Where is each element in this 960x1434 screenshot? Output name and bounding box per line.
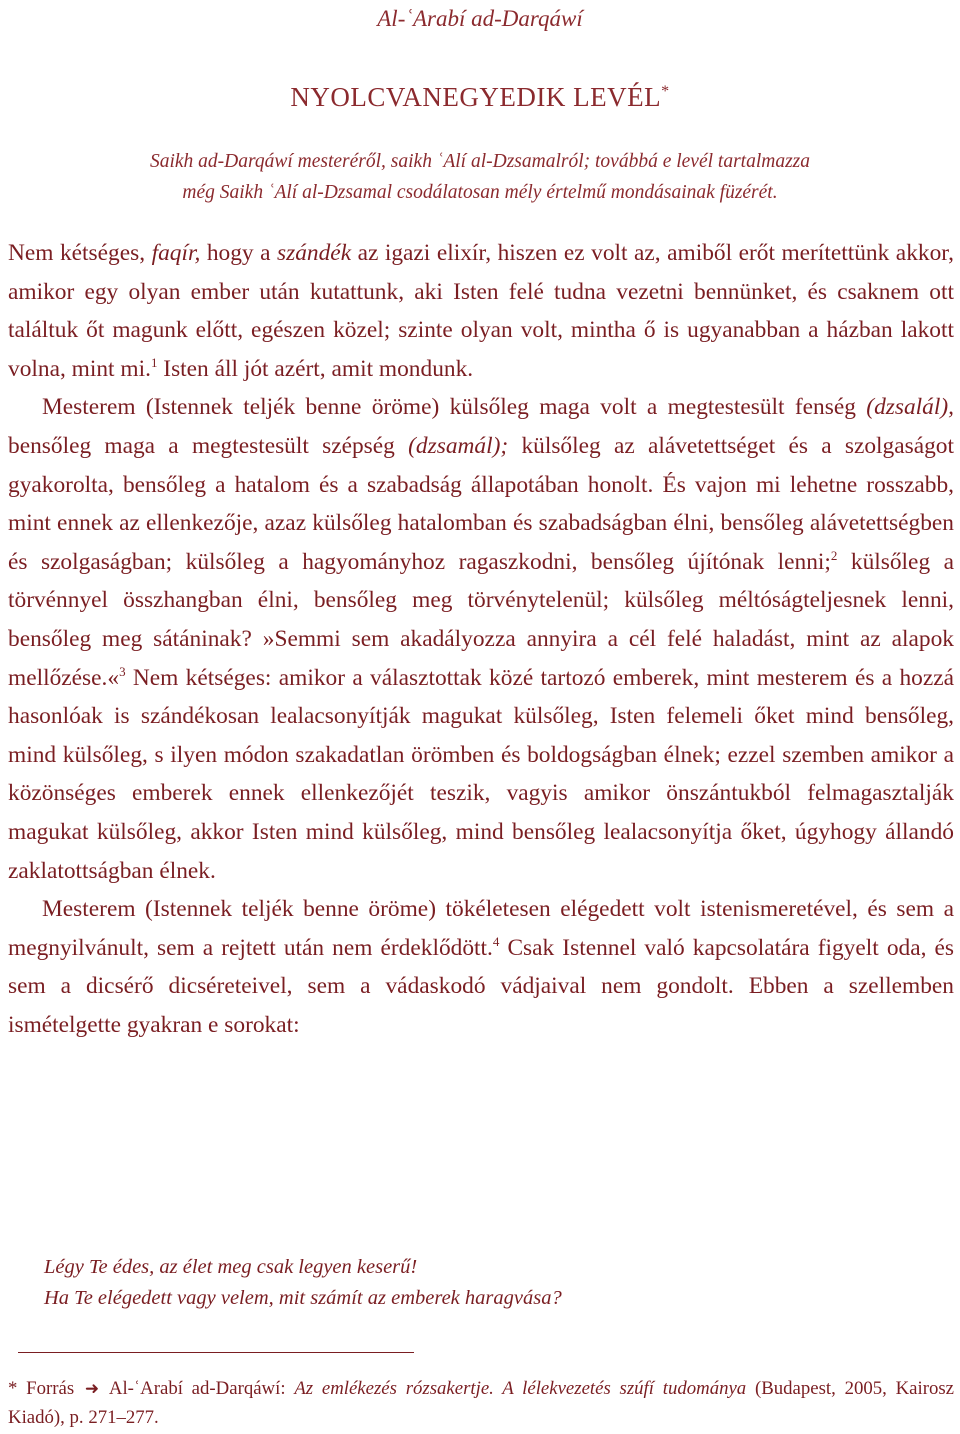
italic-term: szándék [277, 240, 352, 266]
text-run: Nem kétséges: amikor a választottak közé tartozó emberek, mint mesterem és a hozzá hasonlóak is szándékosan lealacsonyítják magukat külsőleg, Isten felemeli őket mind bensőleg, mind külsőleg, s ilyen módon szakadatlan örömben és boldogságban élnek; ezzel szemben amikor a közönséges emberek ennek ellenkezőjét teszik, vagyis amikor önszántukból felmagasztalják magukat külsőleg, akkor Isten mind külsőleg, mind bensőleg lealacsonyítja őket, úgyhogy állandó zaklatottságban élnek. [8, 664, 954, 884]
footnote-book-title: Az emlékezés rózsakertje. A lélekvezetés szúfí tudománya [294, 1378, 747, 1399]
footnote-publication: (Budapest, 2005, Kairosz Kiadó), p. 271–277. [8, 1378, 954, 1428]
chapter-title [0, 82, 960, 113]
subtitle-line: még Saikh ʿAlí al-Dzsamal csodálatosan mély értelmű mondásainak füzérét. [182, 182, 778, 203]
title-footnote-mark: * [661, 83, 670, 100]
text-run: hogy a [200, 240, 278, 266]
right-arrow-icon: ➜ [84, 1379, 100, 1398]
footnote-author: Al-ʿArabí ad-Darqáwí: [101, 1378, 295, 1399]
text-run: külsőleg az alávetettséget és a szolgaságot gyakorolta, bensőleg a hatalom és a szabadság állapotában honolt. És vajon mi lehetne rosszabb, mint ennek az ellenkezője, azaz külsőleg hatalomban és szabadságban élni, bensőleg alávetettségben és szolgaságban; külsőleg a hagyományhoz ragaszkodni, bensőleg újítónak lenni; [8, 432, 955, 575]
text-run: Isten áll jót azért, amit mondunk. [157, 355, 474, 382]
italic-term: (dzsalál), [866, 394, 954, 421]
paragraph [8, 890, 954, 1044]
text-run: Nem kétséges, [8, 240, 152, 266]
footnote [8, 1374, 954, 1432]
letter-body [8, 234, 954, 1044]
footnote-ref[interactable]: 2 [830, 547, 838, 563]
verse-line: Légy Te édes, az élet meg csak legyen keserű! [44, 1256, 418, 1278]
paragraph [8, 388, 954, 890]
verse-line: Ha Te elégedett vagy velem, mit számít az emberek haragvása? [44, 1287, 562, 1309]
footnote-ref[interactable]: 4 [492, 933, 500, 949]
paragraph [8, 234, 954, 388]
chapter-title-text: NYOLCVANEGYEDIK LEVÉL [290, 82, 662, 112]
subtitle-line: Saikh ad-Darqáwí mesteréről, saikh ʿAlí al-Dzsamalról; továbbá e levél tartalmazza [149, 151, 811, 172]
text-run: Mesterem (Istennek teljék benne öröme) tökéletesen elégedett volt istenismeretével, és sem a megnyilvánult, sem a rejtett után nem érdeklődött. [8, 896, 954, 961]
text-run: az igazi elixír, hiszen ez volt az, amiből erőt merítettünk akkor, amikor egy olyan ember után kutattunk, aki Isten felé tudna vezetni bennünket, és csaknem ott találtuk őt magunk előtt, egészen közel; szinte olyan volt, mintha ő is ugyanabban a házban lakott volna, mint mi. [8, 240, 954, 382]
verse-block [44, 1252, 924, 1314]
text-run: külsőleg a törvénnyel összhangban élni, bensőleg meg törvénytelenül; külsőleg méltóságteljesnek lenni, bensőleg meg sátáninak? »Semmi sem akadályozza annyira a cél felé haladást, mint az alapok mellőzése.« [8, 548, 954, 691]
running-head: Al-ʿArabí ad-Darqáwí [377, 6, 583, 31]
footnote-mark: * Forrás [8, 1378, 75, 1399]
italic-term: faqír, [151, 240, 201, 266]
footnote-ref[interactable]: 1 [150, 354, 158, 370]
text-run: Mesterem (Istennek teljék benne öröme) külsőleg maga volt a megtestesült fenség [42, 394, 867, 421]
chapter-subtitle [40, 146, 920, 208]
text-run: bensőleg maga a megtestesült szépség [8, 432, 409, 459]
text-run: Csak Istennel való kapcsolatára figyelt oda, és sem a dicsérő dicséreteivel, sem a vádaskodó vádjaival nem gondolt. Ebben a szellemben ismételgette gyakran e sorokat: [8, 934, 954, 1038]
italic-term: (dzsamál); [408, 432, 509, 459]
footnote-divider [18, 1352, 414, 1353]
footnote-ref[interactable]: 3 [119, 663, 126, 679]
